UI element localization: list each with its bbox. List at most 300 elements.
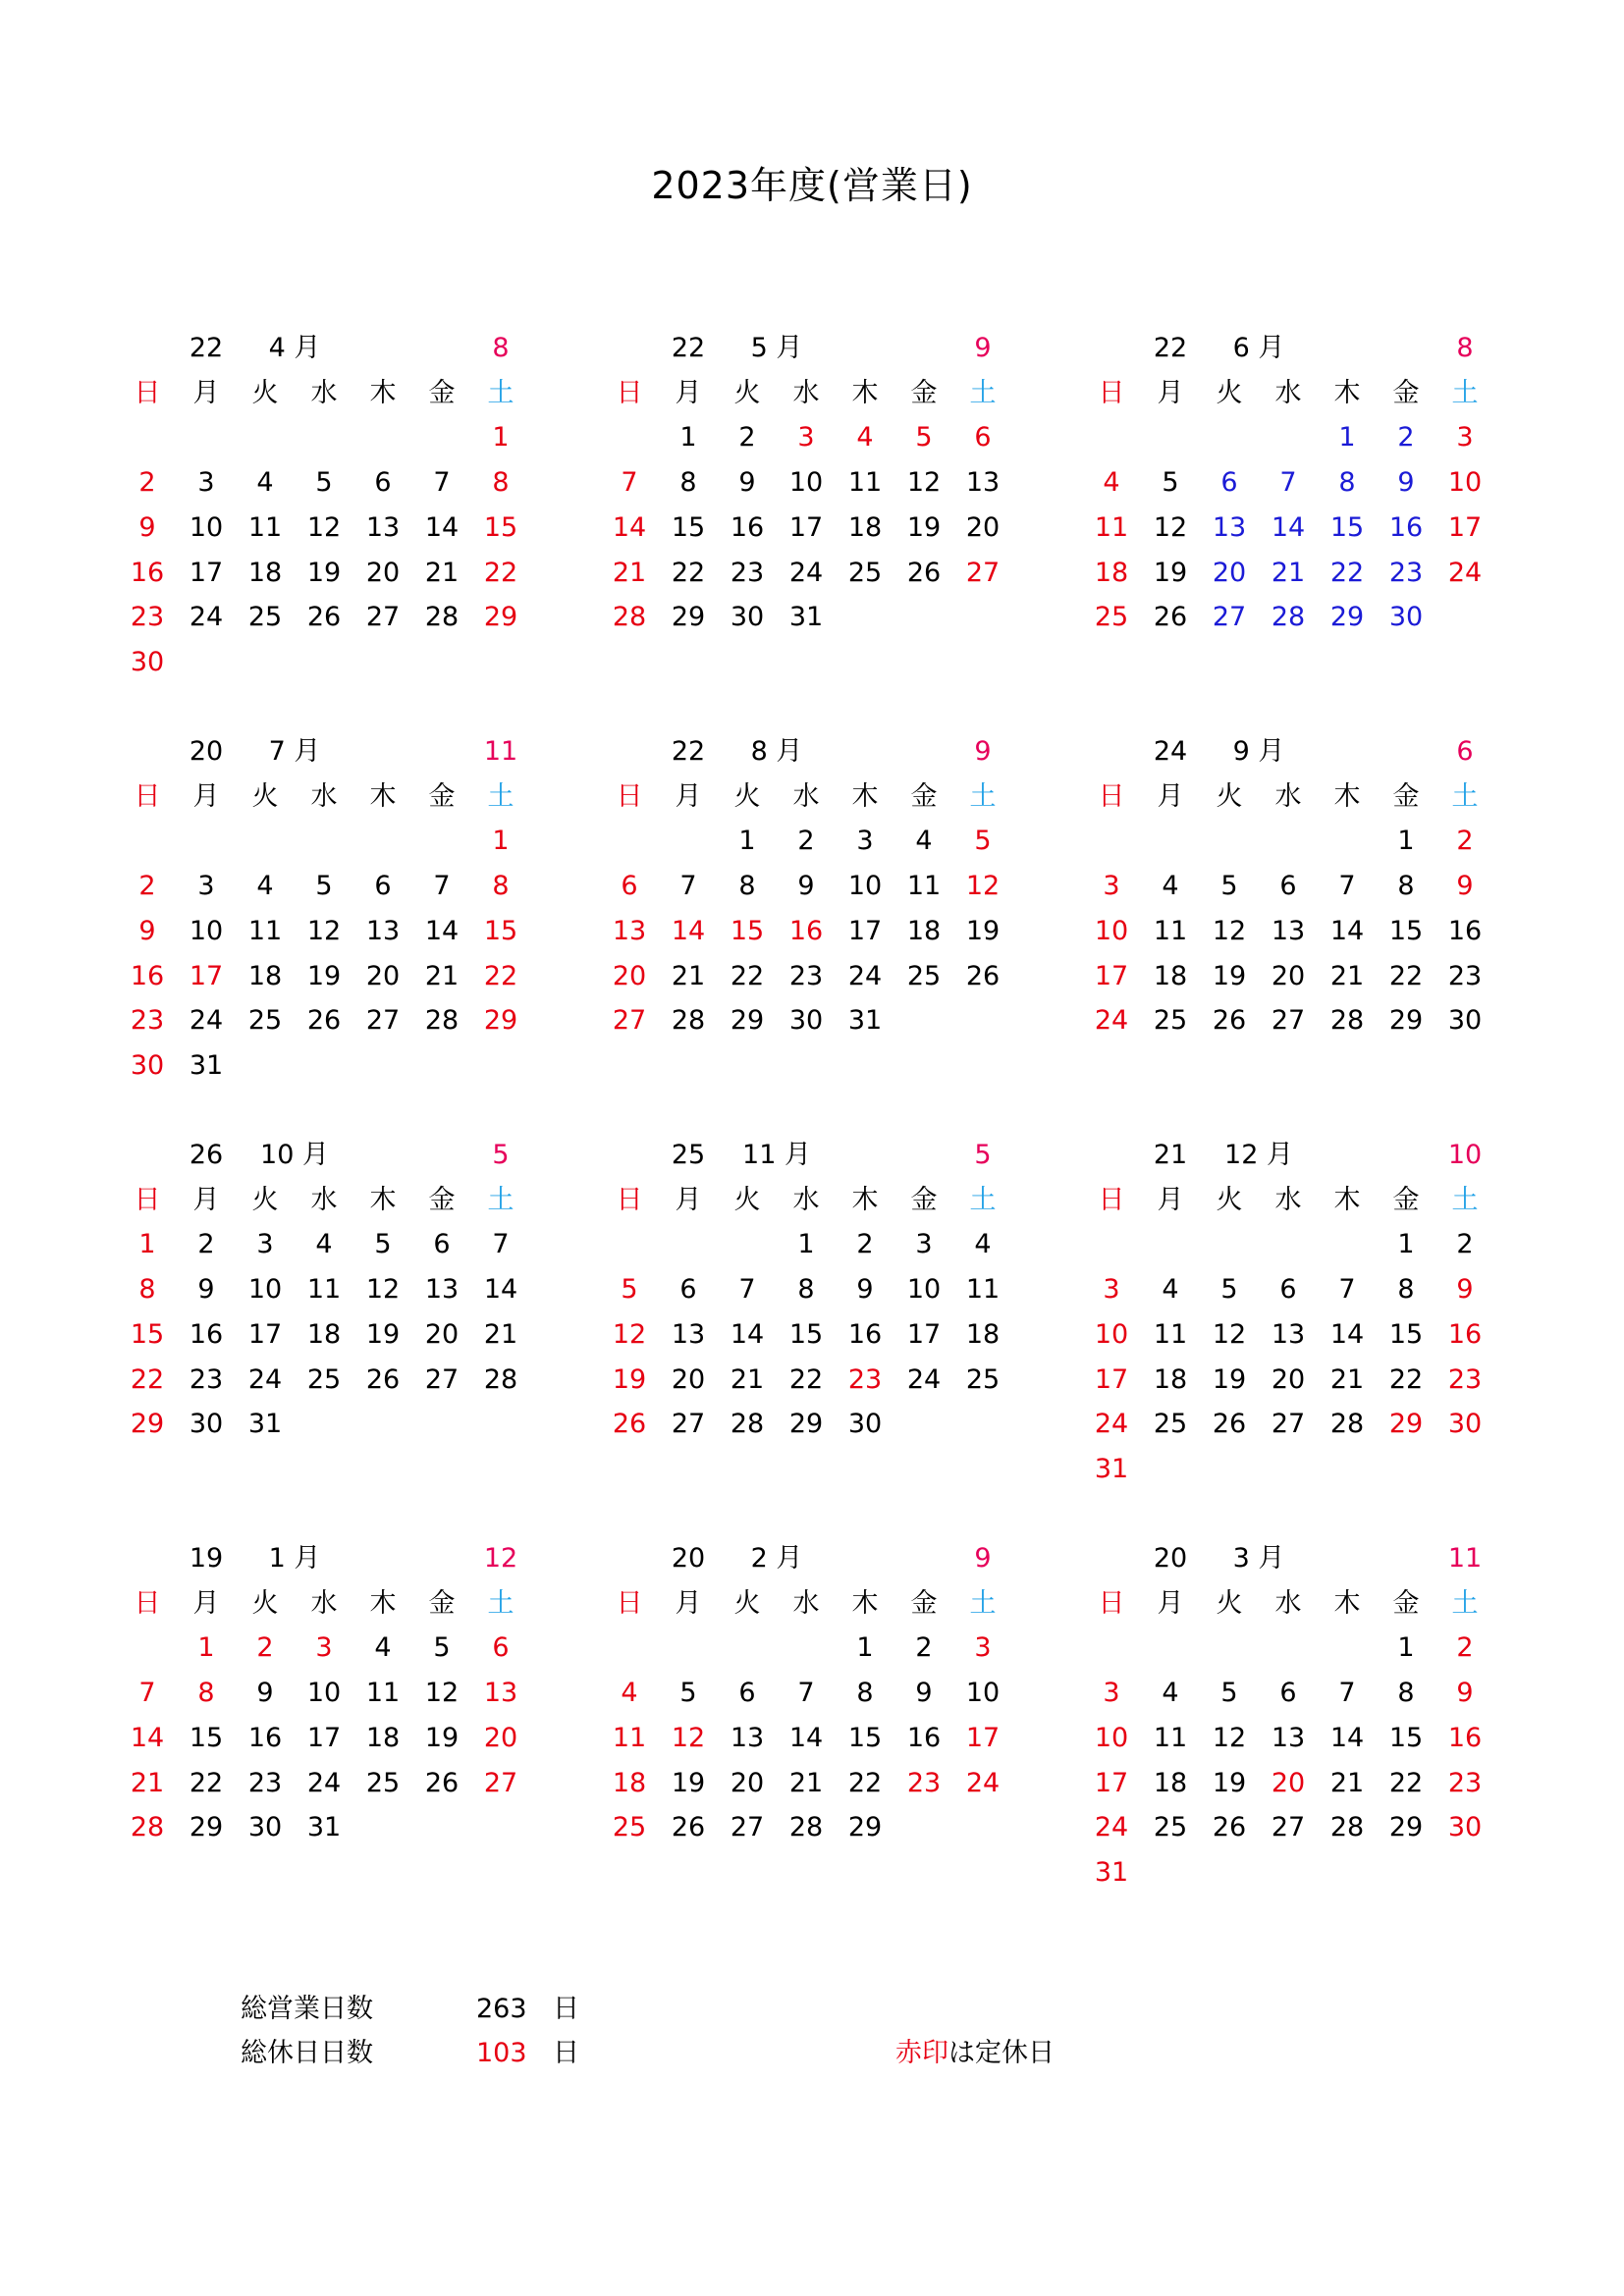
day-cell: 14 xyxy=(1329,1722,1365,1753)
day-cell: 31 xyxy=(306,1812,342,1843)
day-cell: 19 xyxy=(965,915,1001,946)
day-cell: 26 xyxy=(306,1005,342,1037)
day-cell: 18 xyxy=(247,557,283,588)
month-label: 4 月 xyxy=(268,333,321,363)
day-cell: 30 xyxy=(1447,1409,1483,1440)
day-cell: 16 xyxy=(847,1318,883,1350)
day-cell: 28 xyxy=(1329,1812,1365,1843)
day-cell: 18 xyxy=(906,915,942,946)
business-days-count: 22 xyxy=(671,736,706,767)
weekday-header: 水 xyxy=(1274,1184,1302,1215)
day-cell: 16 xyxy=(1447,915,1483,946)
weekday-header: 月 xyxy=(675,377,702,408)
day-cell: 24 xyxy=(247,1363,283,1395)
day-cell: 31 xyxy=(1094,1453,1129,1484)
day-cell: 14 xyxy=(1329,915,1365,946)
day-cell: 26 xyxy=(1153,602,1188,633)
day-cell: 21 xyxy=(612,557,647,588)
day-cell: 12 xyxy=(306,915,342,946)
day-cell: 8 xyxy=(492,467,510,499)
day-cell: 24 xyxy=(965,1767,1001,1798)
weekday-header: 日 xyxy=(1098,780,1125,812)
day-cell: 23 xyxy=(1447,960,1483,991)
day-cell: 17 xyxy=(1447,511,1483,543)
month-label: 12 月 xyxy=(1224,1140,1293,1170)
day-cell: 15 xyxy=(671,511,706,543)
day-cell: 21 xyxy=(1329,1767,1365,1798)
holiday-count: 6 xyxy=(1456,736,1474,767)
day-cell: 19 xyxy=(365,1318,401,1350)
weekday-header: 月 xyxy=(1157,377,1184,408)
day-cell: 27 xyxy=(1212,602,1247,633)
day-cell: 4 xyxy=(1162,1274,1179,1306)
day-cell: 13 xyxy=(730,1722,765,1753)
day-cell: 7 xyxy=(679,871,697,902)
weekday-header: 土 xyxy=(487,377,514,408)
day-cell: 2 xyxy=(256,1632,274,1664)
day-cell: 10 xyxy=(306,1678,342,1709)
weekday-header: 日 xyxy=(134,1184,161,1215)
weekday-header: 土 xyxy=(487,780,514,812)
day-cell: 7 xyxy=(1338,1274,1356,1306)
day-cell: 15 xyxy=(788,1318,824,1350)
total-holidays-label: 総休日日数 xyxy=(241,2038,373,2068)
day-cell: 11 xyxy=(1094,511,1129,543)
day-cell: 11 xyxy=(247,511,283,543)
business-days-count: 22 xyxy=(189,333,224,363)
day-cell: 12 xyxy=(424,1678,460,1709)
weekday-header: 木 xyxy=(369,377,397,408)
day-cell: 19 xyxy=(306,557,342,588)
day-cell: 15 xyxy=(730,915,765,946)
day-cell: 1 xyxy=(197,1632,215,1664)
day-cell: 12 xyxy=(965,871,1001,902)
day-cell: 21 xyxy=(1329,1363,1365,1395)
day-cell: 21 xyxy=(424,960,460,991)
weekday-header: 日 xyxy=(1098,377,1125,408)
day-cell: 30 xyxy=(247,1812,283,1843)
day-cell: 4 xyxy=(256,467,274,499)
day-cell: 29 xyxy=(1388,1005,1424,1037)
day-cell: 20 xyxy=(730,1767,765,1798)
month-label: 11 月 xyxy=(742,1140,811,1170)
day-cell: 10 xyxy=(1094,1318,1129,1350)
day-cell: 8 xyxy=(1397,871,1415,902)
weekday-header: 月 xyxy=(192,377,220,408)
business-days-count: 21 xyxy=(1153,1140,1188,1170)
weekday-header: 火 xyxy=(733,377,761,408)
day-cell: 7 xyxy=(797,1678,815,1709)
day-cell: 10 xyxy=(906,1274,942,1306)
holiday-count: 9 xyxy=(974,736,992,767)
day-cell: 20 xyxy=(965,511,1001,543)
day-cell: 29 xyxy=(788,1409,824,1440)
day-cell: 5 xyxy=(974,826,992,857)
weekday-header: 金 xyxy=(428,377,456,408)
day-cell: 22 xyxy=(1388,1767,1424,1798)
day-cell: 17 xyxy=(189,557,224,588)
weekday-header: 金 xyxy=(1392,1587,1420,1619)
weekday-header: 土 xyxy=(487,1184,514,1215)
day-cell: 30 xyxy=(788,1005,824,1037)
weekday-header: 火 xyxy=(733,780,761,812)
day-cell: 5 xyxy=(315,467,333,499)
holiday-count: 8 xyxy=(1456,333,1474,363)
day-cell: 31 xyxy=(1094,1856,1129,1888)
day-cell: 18 xyxy=(365,1722,401,1753)
day-cell: 12 xyxy=(671,1722,706,1753)
day-cell: 3 xyxy=(315,1632,333,1664)
day-cell: 24 xyxy=(189,1005,224,1037)
day-cell: 1 xyxy=(856,1632,874,1664)
day-cell: 6 xyxy=(1279,1274,1297,1306)
legend-note-text: は定休日 xyxy=(948,2038,1055,2068)
day-cell: 22 xyxy=(1388,1363,1424,1395)
day-cell: 24 xyxy=(1094,1005,1129,1037)
day-cell: 23 xyxy=(847,1363,883,1395)
day-cell: 10 xyxy=(189,511,224,543)
day-cell: 3 xyxy=(797,422,815,454)
day-cell: 30 xyxy=(189,1409,224,1440)
weekday-header: 木 xyxy=(1333,377,1361,408)
day-cell: 10 xyxy=(1094,1722,1129,1753)
day-cell: 4 xyxy=(256,871,274,902)
weekday-header: 土 xyxy=(1451,780,1479,812)
day-cell: 21 xyxy=(671,960,706,991)
day-cell: 23 xyxy=(189,1363,224,1395)
day-cell: 6 xyxy=(1220,467,1238,499)
day-cell: 16 xyxy=(906,1722,942,1753)
day-cell: 28 xyxy=(788,1812,824,1843)
day-cell: 1 xyxy=(492,422,510,454)
day-cell: 8 xyxy=(738,871,756,902)
holiday-count: 5 xyxy=(974,1140,992,1170)
day-cell: 9 xyxy=(1456,871,1474,902)
day-cell: 18 xyxy=(1094,557,1129,588)
day-cell: 4 xyxy=(915,826,933,857)
day-cell: 5 xyxy=(621,1274,638,1306)
holiday-count: 11 xyxy=(1447,1543,1483,1574)
day-cell: 28 xyxy=(1271,602,1306,633)
weekday-header: 金 xyxy=(1392,780,1420,812)
day-cell: 12 xyxy=(906,467,942,499)
weekday-header: 火 xyxy=(251,1184,279,1215)
weekday-header: 月 xyxy=(1157,1184,1184,1215)
day-cell: 27 xyxy=(1271,1409,1306,1440)
day-cell: 31 xyxy=(247,1409,283,1440)
weekday-header: 日 xyxy=(616,1587,643,1619)
day-cell: 4 xyxy=(1103,467,1120,499)
day-cell: 9 xyxy=(797,871,815,902)
day-cell: 28 xyxy=(130,1812,165,1843)
weekday-header: 月 xyxy=(675,1184,702,1215)
day-cell: 17 xyxy=(247,1318,283,1350)
day-cell: 20 xyxy=(483,1722,518,1753)
day-cell: 9 xyxy=(256,1678,274,1709)
day-cell: 19 xyxy=(906,511,942,543)
weekday-header: 木 xyxy=(851,1587,879,1619)
day-cell: 13 xyxy=(1271,1318,1306,1350)
day-cell: 16 xyxy=(1447,1722,1483,1753)
day-cell: 2 xyxy=(738,422,756,454)
day-cell: 21 xyxy=(483,1318,518,1350)
weekday-header: 土 xyxy=(1451,1184,1479,1215)
day-cell: 9 xyxy=(915,1678,933,1709)
month-label: 7 月 xyxy=(268,736,321,767)
weekday-header: 月 xyxy=(192,1587,220,1619)
day-cell: 29 xyxy=(1388,1812,1424,1843)
day-cell: 4 xyxy=(856,422,874,454)
day-cell: 23 xyxy=(130,1005,165,1037)
day-cell: 20 xyxy=(612,960,647,991)
day-cell: 15 xyxy=(483,511,518,543)
holiday-count: 11 xyxy=(483,736,518,767)
weekday-header: 金 xyxy=(910,377,938,408)
day-cell: 7 xyxy=(1279,467,1297,499)
day-cell: 10 xyxy=(189,915,224,946)
day-cell: 29 xyxy=(483,1005,518,1037)
weekday-header: 水 xyxy=(792,377,820,408)
day-cell: 17 xyxy=(189,960,224,991)
day-cell: 25 xyxy=(1153,1812,1188,1843)
weekday-header: 木 xyxy=(369,780,397,812)
day-cell: 31 xyxy=(189,1049,224,1081)
day-cell: 22 xyxy=(730,960,765,991)
day-cell: 24 xyxy=(906,1363,942,1395)
weekday-header: 月 xyxy=(192,1184,220,1215)
day-cell: 24 xyxy=(847,960,883,991)
day-cell: 20 xyxy=(1271,1767,1306,1798)
weekday-header: 土 xyxy=(1451,1587,1479,1619)
day-cell: 4 xyxy=(1162,871,1179,902)
day-cell: 11 xyxy=(906,871,942,902)
day-cell: 26 xyxy=(365,1363,401,1395)
weekday-header: 金 xyxy=(910,780,938,812)
day-cell: 9 xyxy=(1456,1274,1474,1306)
day-cell: 24 xyxy=(306,1767,342,1798)
day-cell: 7 xyxy=(433,871,451,902)
day-cell: 10 xyxy=(847,871,883,902)
day-cell: 30 xyxy=(730,602,765,633)
day-cell: 25 xyxy=(906,960,942,991)
weekday-header: 火 xyxy=(251,780,279,812)
day-cell: 28 xyxy=(671,1005,706,1037)
day-cell: 23 xyxy=(730,557,765,588)
day-cell: 5 xyxy=(915,422,933,454)
weekday-header: 日 xyxy=(616,1184,643,1215)
day-cell: 27 xyxy=(612,1005,647,1037)
day-cell: 28 xyxy=(612,602,647,633)
day-cell: 9 xyxy=(1456,1678,1474,1709)
day-cell: 25 xyxy=(612,1812,647,1843)
day-cell: 28 xyxy=(424,602,460,633)
day-cell: 27 xyxy=(365,1005,401,1037)
day-cell: 22 xyxy=(483,557,518,588)
weekday-header: 月 xyxy=(675,780,702,812)
day-cell: 9 xyxy=(738,467,756,499)
day-cell: 14 xyxy=(671,915,706,946)
weekday-header: 月 xyxy=(1157,1587,1184,1619)
day-cell: 3 xyxy=(915,1229,933,1260)
holiday-count: 9 xyxy=(974,333,992,363)
day-cell: 15 xyxy=(189,1722,224,1753)
weekday-header: 月 xyxy=(1157,780,1184,812)
weekday-header: 水 xyxy=(310,1587,338,1619)
day-cell: 8 xyxy=(1397,1678,1415,1709)
day-cell: 17 xyxy=(1094,1363,1129,1395)
day-cell: 14 xyxy=(1329,1318,1365,1350)
day-cell: 10 xyxy=(1447,467,1483,499)
day-cell: 29 xyxy=(1388,1409,1424,1440)
day-cell: 8 xyxy=(1338,467,1356,499)
day-cell: 7 xyxy=(1338,1678,1356,1709)
day-cell: 5 xyxy=(1220,871,1238,902)
weekday-header: 水 xyxy=(792,780,820,812)
day-cell: 1 xyxy=(1397,1229,1415,1260)
holiday-count: 8 xyxy=(492,333,510,363)
day-cell: 8 xyxy=(856,1678,874,1709)
business-days-count: 24 xyxy=(1153,736,1188,767)
day-cell: 30 xyxy=(847,1409,883,1440)
day-cell: 12 xyxy=(1212,915,1247,946)
day-cell: 27 xyxy=(365,602,401,633)
day-cell: 19 xyxy=(1153,557,1188,588)
day-cell: 4 xyxy=(1162,1678,1179,1709)
total-business-days-value: 263 xyxy=(476,1994,527,2024)
day-cell: 22 xyxy=(130,1363,165,1395)
day-cell: 25 xyxy=(965,1363,1001,1395)
day-cell: 20 xyxy=(1271,960,1306,991)
holiday-count: 5 xyxy=(492,1140,510,1170)
weekday-header: 水 xyxy=(1274,780,1302,812)
day-cell: 28 xyxy=(1329,1005,1365,1037)
weekday-header: 木 xyxy=(1333,1587,1361,1619)
weekday-header: 日 xyxy=(1098,1587,1125,1619)
day-cell: 17 xyxy=(788,511,824,543)
day-cell: 21 xyxy=(730,1363,765,1395)
month-label: 10 月 xyxy=(260,1140,329,1170)
day-cell: 4 xyxy=(621,1678,638,1709)
day-cell: 29 xyxy=(730,1005,765,1037)
day-cell: 25 xyxy=(1153,1005,1188,1037)
weekday-header: 土 xyxy=(969,377,997,408)
weekday-header: 日 xyxy=(134,1587,161,1619)
day-cell: 6 xyxy=(738,1678,756,1709)
day-cell: 2 xyxy=(797,826,815,857)
day-cell: 20 xyxy=(1212,557,1247,588)
weekday-header: 金 xyxy=(1392,377,1420,408)
day-cell: 15 xyxy=(1388,915,1424,946)
day-cell: 9 xyxy=(138,511,156,543)
legend-red-mark: 赤印 xyxy=(895,2038,948,2068)
day-cell: 26 xyxy=(965,960,1001,991)
day-cell: 2 xyxy=(1456,1632,1474,1664)
day-cell: 21 xyxy=(788,1767,824,1798)
day-cell: 14 xyxy=(483,1274,518,1306)
day-cell: 6 xyxy=(1279,871,1297,902)
day-cell: 16 xyxy=(247,1722,283,1753)
day-cell: 24 xyxy=(189,602,224,633)
day-cell: 6 xyxy=(374,871,392,902)
weekday-header: 木 xyxy=(851,780,879,812)
day-cell: 16 xyxy=(1388,511,1424,543)
day-cell: 26 xyxy=(1212,1409,1247,1440)
day-cell: 5 xyxy=(315,871,333,902)
day-cell: 14 xyxy=(730,1318,765,1350)
weekday-header: 木 xyxy=(851,1184,879,1215)
day-cell: 8 xyxy=(492,871,510,902)
day-cell: 10 xyxy=(965,1678,1001,1709)
day-cell: 26 xyxy=(906,557,942,588)
day-cell: 14 xyxy=(424,511,460,543)
month-label: 6 月 xyxy=(1232,333,1285,363)
weekday-header: 日 xyxy=(1098,1184,1125,1215)
day-cell: 22 xyxy=(788,1363,824,1395)
day-cell: 7 xyxy=(138,1678,156,1709)
day-cell: 9 xyxy=(138,915,156,946)
weekday-header: 金 xyxy=(1392,1184,1420,1215)
day-cell: 6 xyxy=(1279,1678,1297,1709)
day-cell: 29 xyxy=(1329,602,1365,633)
day-cell: 22 xyxy=(847,1767,883,1798)
day-cell: 17 xyxy=(306,1722,342,1753)
day-cell: 12 xyxy=(612,1318,647,1350)
day-cell: 18 xyxy=(965,1318,1001,1350)
day-cell: 12 xyxy=(306,511,342,543)
day-cell: 2 xyxy=(197,1229,215,1260)
day-cell: 11 xyxy=(612,1722,647,1753)
weekday-header: 金 xyxy=(910,1587,938,1619)
day-cell: 5 xyxy=(679,1678,697,1709)
day-cell: 13 xyxy=(1271,1722,1306,1753)
day-cell: 25 xyxy=(1153,1409,1188,1440)
day-cell: 30 xyxy=(1447,1005,1483,1037)
day-cell: 26 xyxy=(424,1767,460,1798)
day-cell: 12 xyxy=(1153,511,1188,543)
day-cell: 13 xyxy=(483,1678,518,1709)
day-cell: 11 xyxy=(965,1274,1001,1306)
day-cell: 3 xyxy=(974,1632,992,1664)
day-cell: 6 xyxy=(374,467,392,499)
day-cell: 19 xyxy=(1212,960,1247,991)
total-business-days-label: 総営業日数 xyxy=(241,1994,373,2024)
day-cell: 9 xyxy=(1397,467,1415,499)
business-days-count: 22 xyxy=(671,333,706,363)
day-cell: 10 xyxy=(1094,915,1129,946)
weekday-header: 木 xyxy=(1333,1184,1361,1215)
day-cell: 1 xyxy=(797,1229,815,1260)
day-cell: 28 xyxy=(424,1005,460,1037)
day-cell: 3 xyxy=(1103,1678,1120,1709)
day-cell: 31 xyxy=(847,1005,883,1037)
day-cell: 21 xyxy=(424,557,460,588)
day-cell: 19 xyxy=(1212,1363,1247,1395)
weekday-header: 月 xyxy=(192,780,220,812)
day-cell: 26 xyxy=(671,1812,706,1843)
weekday-header: 金 xyxy=(910,1184,938,1215)
day-cell: 31 xyxy=(788,602,824,633)
day-cell: 22 xyxy=(1388,960,1424,991)
day-cell: 11 xyxy=(1153,1722,1188,1753)
weekday-header: 金 xyxy=(428,1184,456,1215)
weekday-header: 水 xyxy=(1274,1587,1302,1619)
month-label: 2 月 xyxy=(750,1543,803,1574)
day-cell: 1 xyxy=(492,826,510,857)
day-cell: 25 xyxy=(247,602,283,633)
day-cell: 16 xyxy=(189,1318,224,1350)
weekday-header: 水 xyxy=(1274,377,1302,408)
day-cell: 18 xyxy=(612,1767,647,1798)
